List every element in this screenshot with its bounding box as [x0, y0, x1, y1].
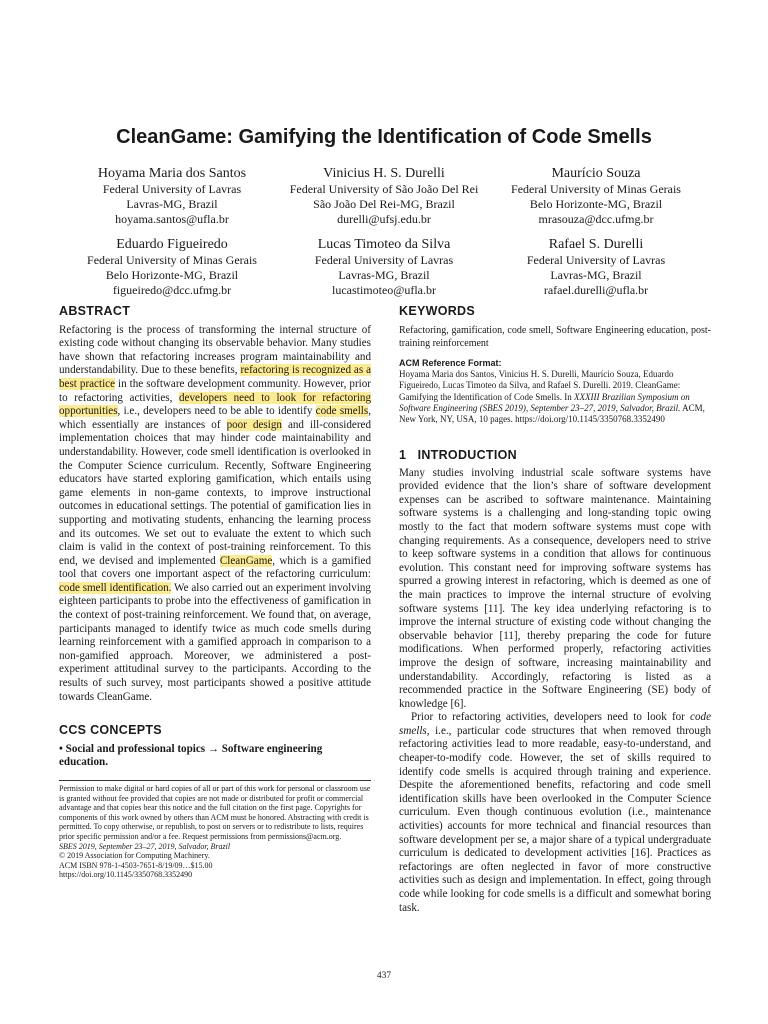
ccs-section: [59, 724, 371, 770]
doi-link[interactable]: https://doi.org/10.1145/3350768.3352490: [59, 870, 193, 880]
author-name: Eduardo Figueiredo: [116, 237, 228, 252]
author-affiliation: Federal University of Minas Gerais: [87, 253, 257, 267]
author-block: [476, 236, 716, 298]
author-location: Lavras-MG, Brazil: [126, 197, 218, 211]
permission-notice: [59, 784, 371, 880]
author-email: rafael.durelli@ufla.br: [543, 283, 649, 297]
author-block: [52, 236, 292, 298]
abstract-text: Refactoring is the process of transforming the internal structure of existing code without changing its observable behavior. Many studies have shown that refactoring increases program maintainability and understandability. Due to these benefits, refactoring is recognized as a best practice in the software development community. However, prior to refactoring activities, developers need to look for refactoring opportunities, i.e., developers need to be able to identify code smells, which essentially are instances of poor design and ill-considered implementation choices that may hinder code maintainability and understandability. However, code smell identification is overlooked in the Computer Science curriculum. Recently, Software Engineering educators have started exploring gamification, which entails using game elements in non-game contexts, to improve instructional outcomes in educational settings. The potential of gamification lies in supporting and motivating students, enhancing the learning process and its outcomes. We set out to evaluate the extent to which such claim is valid in the context of post-training reinforcement. To this end, we devised and implemented CleanGame, which is a gamified tool that covers one important aspect of the refactoring curriculum: code smell identification. We also carried out an experiment involving eighteen participants to probe into the effectiveness of gamification in the context of post-training reinforcement. We found that, on average, participants managed to identify twice as much code smells during learning reinforcement with a gamified approach in comparison to a non-gamified approach. Moreover, we administered a post-experiment attitudinal survey to the participants. According to the results of such survey, most participants showed a positive attitude towards CleanGame.: [59, 323, 372, 703]
abstract-heading: ABSTRACT: [59, 304, 131, 318]
author-affiliation: Federal University of Lavras: [526, 253, 666, 267]
highlight: poor design: [226, 418, 282, 431]
author-email: lucastimoteo@ufla.br: [331, 283, 437, 297]
author-name: Hoyama Maria dos Santos: [97, 166, 247, 181]
highlight: code smells: [315, 405, 369, 418]
ccs-heading: CCS CONCEPTS: [59, 723, 162, 737]
author-block: [264, 236, 504, 298]
author-block: [264, 165, 504, 227]
acm-reference-heading: ACM Reference Format:: [399, 358, 502, 368]
author-location: São João Del Rei-MG, Brazil: [313, 197, 455, 211]
author-email: mrasouza@dcc.ufmg.br: [538, 212, 654, 226]
keywords-heading: KEYWORDS: [399, 304, 476, 318]
author-affiliation: Federal University of Lavras: [314, 253, 454, 267]
copyright: © 2019 Association for Computing Machinery.: [59, 851, 210, 861]
intro-paragraph: Prior to refactoring activities, developers need to look for code smells, i.e., particular code structures that when removed through refactoring activities lead to more readable, easy-to-understand, and cheaper-to-modify code. However, the set of skills required to identify code smells is acquired through training and experience. Despite the aforementioned benefits, refactoring and code smell identification skills have been overlooked in the Computer Science curriculum. Even though continuous evolution (i.e., maintenance activities) accounts for more technical and financial resources than software development per se, a major share of a typical undergraduate curriculum is dedicated to development activities [16]. Practices as refactorings are often neglected in favor of more constructive activities such as design and implementation. In effect, going through code while looking for code smells is a difficult and somewhat boring task.: [399, 711, 711, 914]
introduction-heading: 1 INTRODUCTION: [399, 448, 517, 462]
author-name: Maurício Souza: [551, 166, 641, 181]
ccs-text: • Social and professional topics → Software engineering education.: [59, 742, 323, 769]
footnote-rule: [59, 780, 371, 781]
acm-reference: [399, 358, 711, 425]
intro-paragraph: Many studies involving industrial scale software systems have provided evidence that the lion’s share of software development expenses can be ascribed to software maintenance. Maintaining software systems is a challenging and long-standing topic owing mostly to the fact that modern software systems must cope with changing requirements. As a consequence, developers need to strive to keep software systems in a condition that allows for continuous evolution. This constant need for improving software systems has spurred a growing interest in refactoring, which is deemed as one of the main practices to improve the internal structure of evolving software systems [11]. The key idea underlying refactoring is to improve the internal structure of existing code without changing the observable behavior [11], thereby preparing the code for future modifications. When performed properly, refactoring activities improve the design of software, increasing maintainability and understandability. Accordingly, refactoring is listed as a recommended practice in the Software Engineering (SE) body of knowledge [6].: [399, 466, 711, 710]
author-affiliation: Federal University of Minas Gerais: [511, 182, 681, 196]
author-block: [52, 165, 292, 227]
highlight: refactoring is recognized as a best practice: [59, 364, 371, 390]
keywords-section: [399, 305, 711, 350]
abstract-section: [59, 305, 371, 704]
introduction-section: [399, 449, 711, 915]
keywords-text: Refactoring, gamification, code smell, Software Engineering education, post-training reinforcement: [399, 324, 711, 349]
author-location: Belo Horizonte-MG, Brazil: [105, 268, 239, 282]
author-name: Lucas Timoteo da Silva: [317, 237, 451, 252]
author-location: Lavras-MG, Brazil: [338, 268, 430, 282]
acm-reference-text: Hoyama Maria dos Santos, Vinicius H. S. Durelli, Maurício Souza, Eduardo Figueiredo, Lucas Timoteo da Silva, and Rafael S. Durelli. 2019. CleanGame: Gamifying the Identification of Code Smells. In XXXIII Brazilian Symposium on Software Engineering (SBES 2019), September 23–27, 2019, Salvador, Brazil. ACM, New York, NY, USA, 10 pages. https://doi.org/10.1145/3350768.3352490: [399, 369, 705, 425]
isbn: ACM ISBN 978-1-4503-7651-8/19/09…$15.00: [59, 860, 213, 870]
venue: SBES 2019, September 23–27, 2019, Salvador, Brazil: [59, 841, 231, 851]
author-affiliation: Federal University of Lavras: [102, 182, 242, 196]
author-email: hoyama.santos@ufla.br: [115, 212, 229, 226]
author-name: Vinicius H. S. Durelli: [323, 166, 445, 181]
paper-title: CleanGame: Gamifying the Identification of Code Smells: [116, 126, 652, 148]
author-block: [476, 165, 716, 227]
author-email: durelli@ufsj.edu.br: [337, 212, 431, 226]
highlight: CleanGame: [219, 554, 273, 567]
author-name: Rafael S. Durelli: [548, 237, 644, 252]
permission-text: Permission to make digital or hard copies of all or part of this work for personal or classroom use is granted without fee provided that copies are not made or distributed for profit or commercial advantage and that copies bear this notice and the full citation on the first page. Copyrights for components of this work owned by others than ACM must be honored. Abstracting with credit is permitted. To copy otherwise, or republish, to post on servers or to redistribute to lists, requires prior specific permission and/or a fee. Request permissions from permissions@acm.org.: [59, 784, 371, 841]
highlight: code smell identification.: [59, 581, 172, 594]
author-affiliation: Federal University of São João Del Rei: [289, 182, 479, 196]
author-location: Belo Horizonte-MG, Brazil: [529, 197, 663, 211]
author-location: Lavras-MG, Brazil: [550, 268, 642, 282]
page-number: 437: [376, 971, 392, 981]
author-email: figueiredo@dcc.ufmg.br: [112, 283, 232, 297]
highlight: developers need to look for refactoring opportunities: [59, 391, 371, 418]
